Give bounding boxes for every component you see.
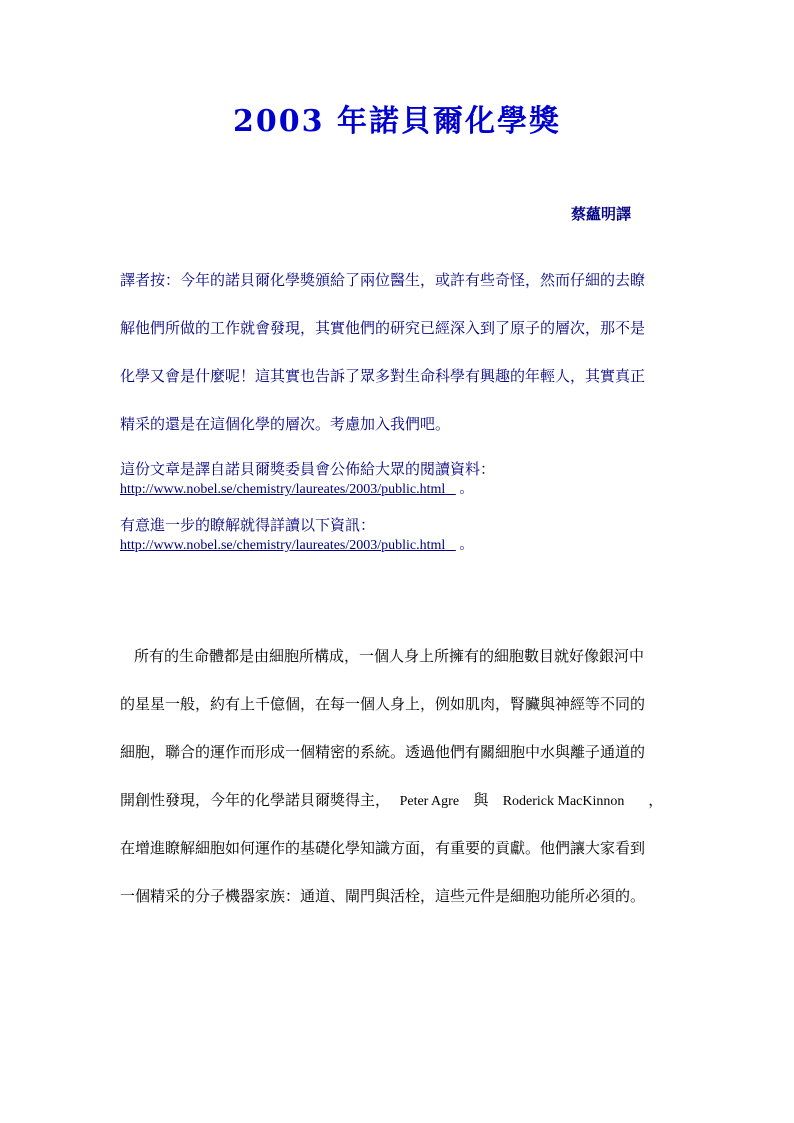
body-text: ， [648, 791, 664, 809]
source-link-2[interactable]: http://www.nobel.se/chemistry/laureates/2003/public.html [120, 538, 446, 553]
source-link-1[interactable]: http://www.nobel.se/chemistry/laureates/2003/public.html [120, 482, 446, 497]
translator-note-line: 化學又會是什麼呢！這其實也告訴了眾多對生命科學有興趣的年輕人，其實真正 [120, 367, 646, 385]
translator-note [120, 270, 680, 462]
page-title: 2003 年諾貝爾化學獎 [233, 104, 561, 139]
source-url-row [120, 481, 680, 515]
translator-credit: 蔡蘊明譯 [571, 205, 632, 223]
source-intro-text: 這份文章是譯自諾貝爾獎委員會公佈給大眾的閱讀資料： [120, 460, 496, 478]
further-info-text: 有意進一步的瞭解就得詳讀以下資訊： [120, 516, 376, 534]
article-body [120, 646, 680, 934]
laureate-name: Peter Agre [399, 794, 460, 809]
conjunction: 與 [473, 791, 489, 809]
body-line: 在增進瞭解細胞如何運作的基礎化學知識方面，有重要的貢獻。他們讓大家看到 [120, 839, 646, 857]
translator-note-line: 譯者按：今年的諾貝爾化學獎頒給了兩位醫生，或許有些奇怪，然而仔細的去瞭 [120, 271, 646, 289]
translator-note-line: 精采的還是在這個化學的層次。考慮加入我們吧。 [120, 415, 451, 433]
period: 。 [459, 538, 474, 553]
translator-note-line: 解他們所做的工作就會發現，其實他們的研究已經深入到了原子的層次，那不是 [120, 319, 646, 337]
body-line [120, 646, 680, 694]
body-line: 的星星一般，約有上千億個，在每一個人身上，例如肌肉，腎臟與神經等不同的 [120, 695, 646, 713]
source-url-row [120, 537, 680, 571]
body-text: 所有的生命體都是由細胞所構成，一個人身上所擁有的細胞數目就好像銀河中 [134, 647, 645, 665]
laureate-name: Roderick MacKinnon [502, 794, 625, 809]
source-references [120, 459, 680, 571]
body-line: 細胞，聯合的運作而形成一個精密的系統。透過他們有關細胞中水與離子通道的 [120, 743, 646, 761]
body-line: 一個精采的分子機器家族：通道、閘門與活栓，這些元件是細胞功能所必須的。 [120, 887, 646, 905]
body-line [120, 790, 680, 838]
body-text: 開創性發現，今年的化學諾貝爾獎得主， [120, 791, 391, 809]
period: 。 [459, 482, 474, 497]
